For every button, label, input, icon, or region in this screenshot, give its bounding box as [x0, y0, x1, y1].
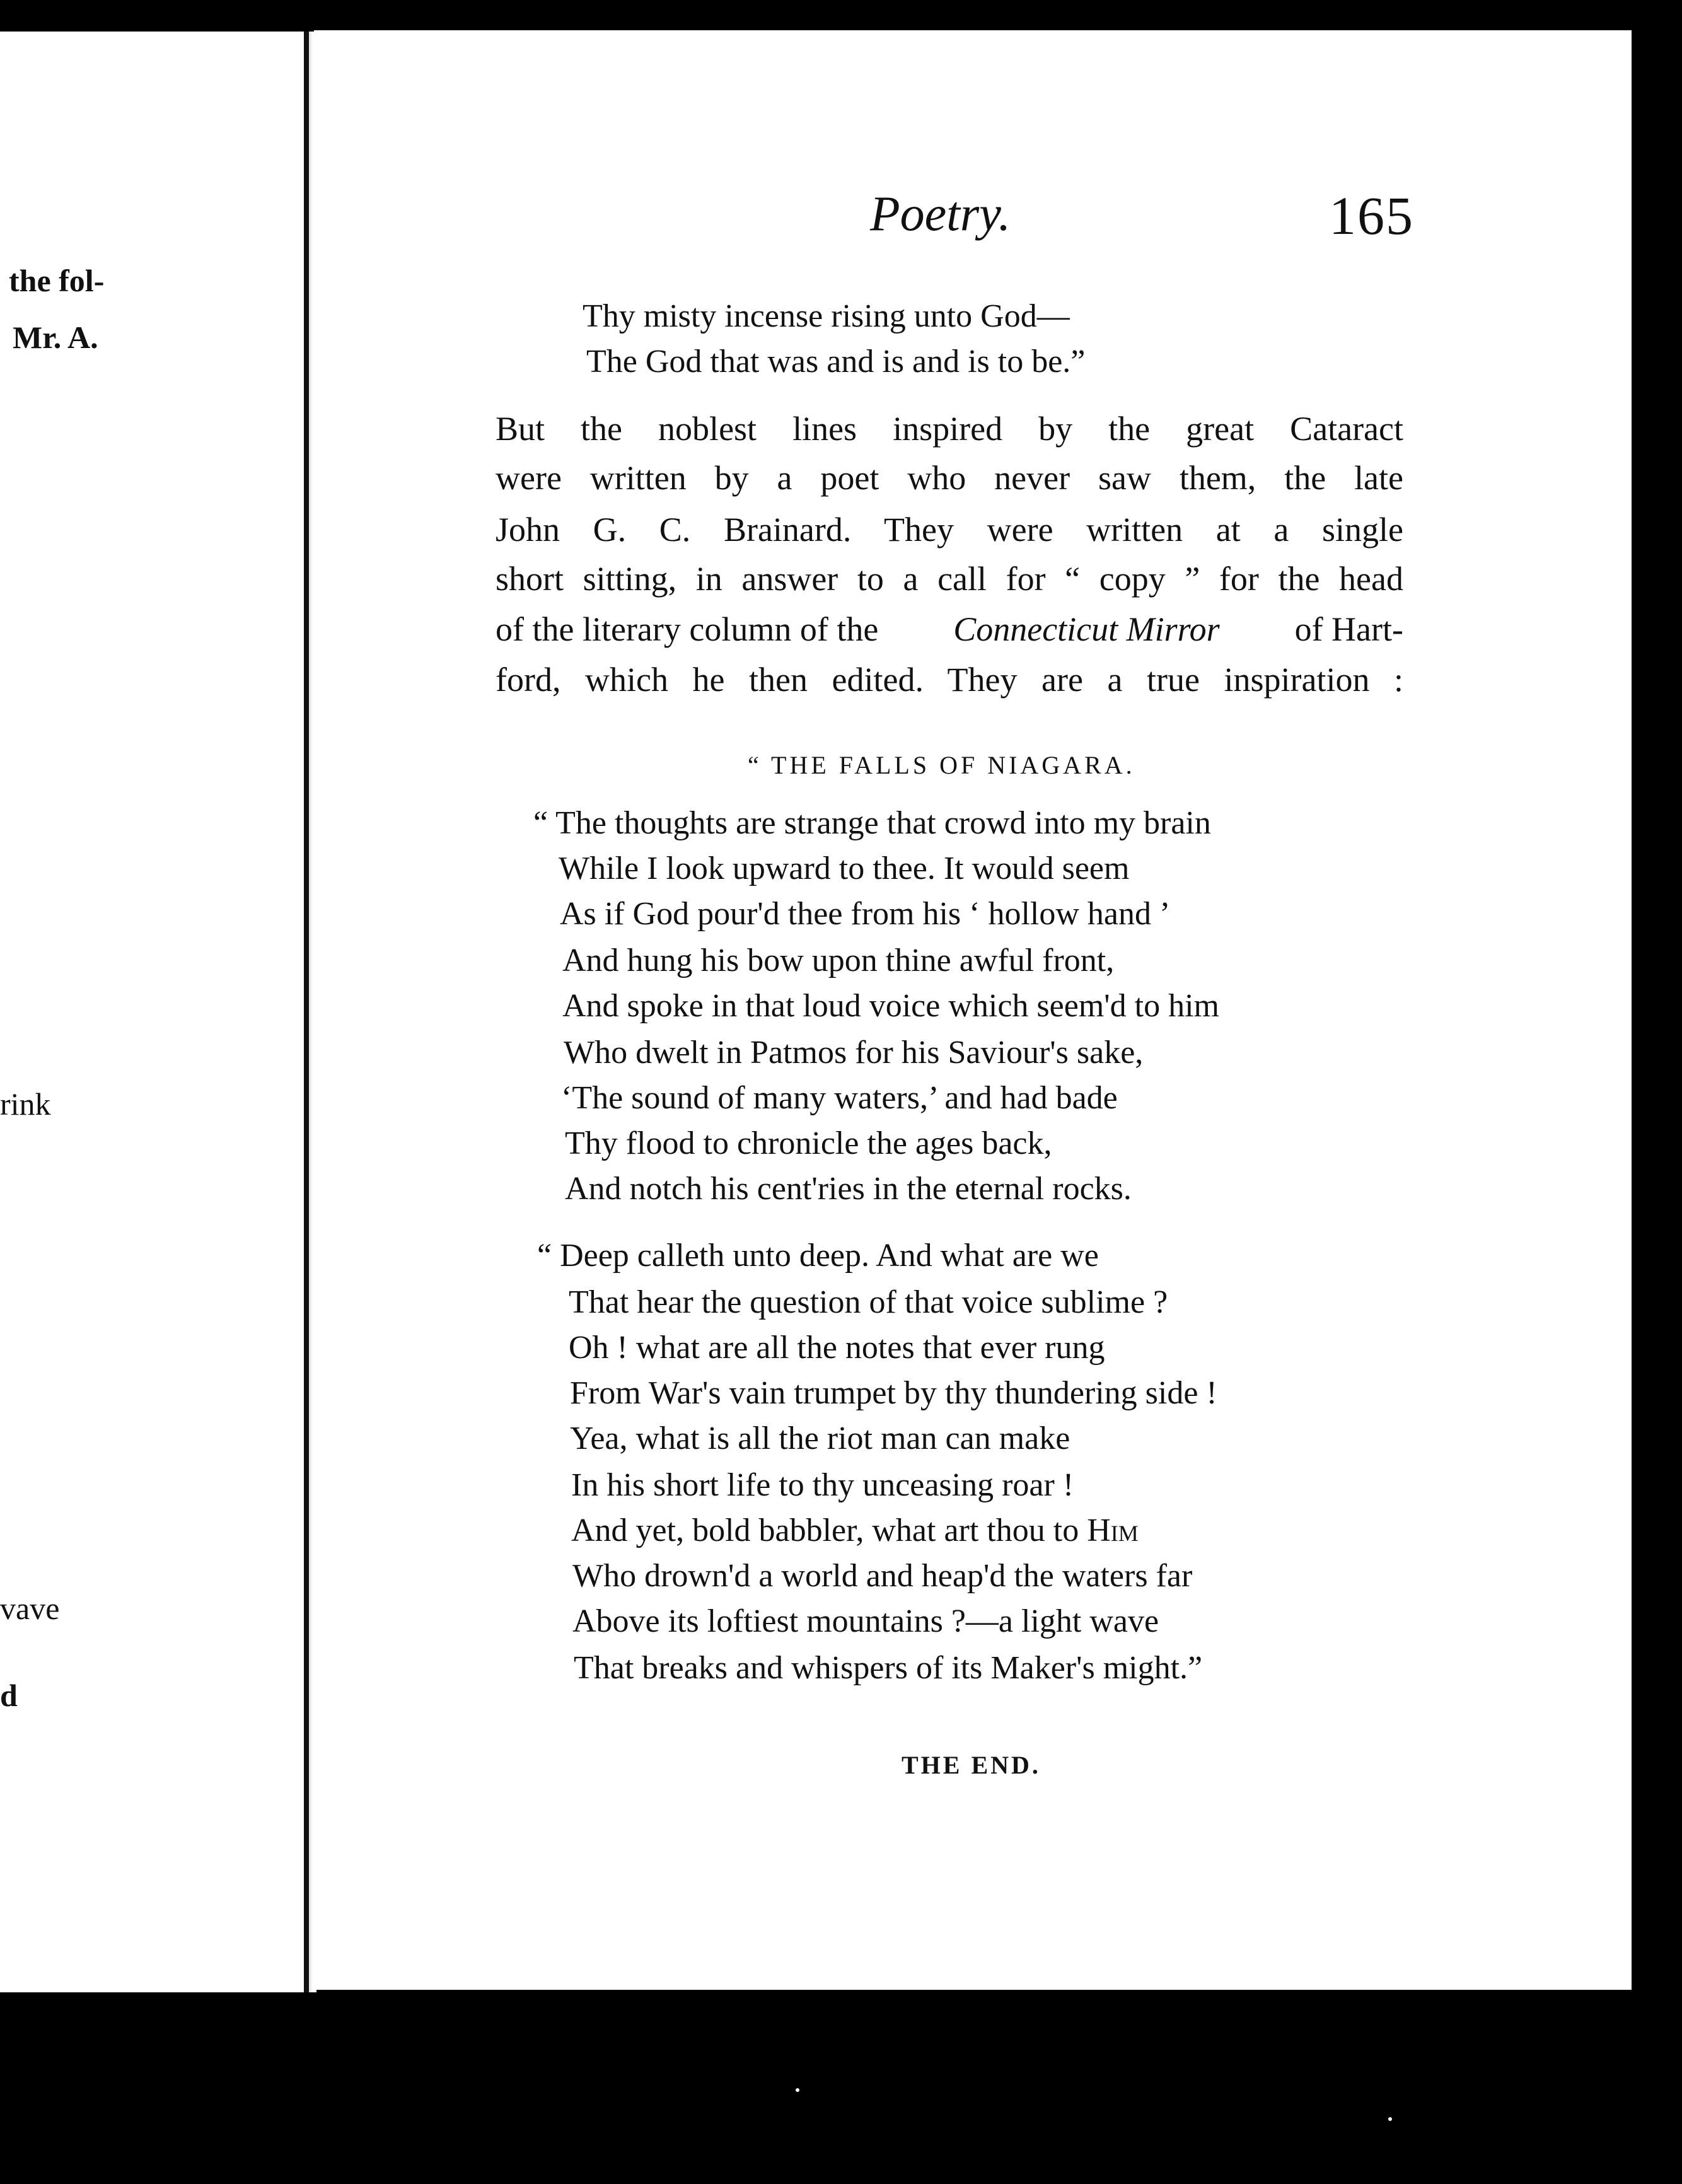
page-number: 165: [1329, 185, 1414, 246]
poem-line: Yea, what is all the riot man can make: [570, 1420, 1070, 1456]
poem-line: ‘The sound of many waters,’ and had bade: [561, 1080, 1118, 1116]
poem-line: “ The thoughts are strange that crowd into my brain: [533, 805, 1211, 841]
paragraph-line: short sitting, in answer to a call for “ copy ” for the head: [496, 560, 1403, 598]
paragraph-line: But the noblest lines inspired by the great Cataract: [496, 410, 1403, 448]
left-page-fragment: d: [0, 1678, 18, 1713]
left-page-fragment: vave: [0, 1591, 60, 1626]
the-end-mark: THE END.: [902, 1751, 1041, 1779]
poem-line: As if God pour'd thee from his ‘ hollow hand ’: [560, 896, 1171, 932]
poem-line: [571, 1514, 1139, 1547]
paragraph-line: [496, 604, 1403, 655]
paragraph-line: were written by a poet who never saw them, the late: [496, 459, 1403, 497]
poem-line: And hung his bow upon thine awful front,: [562, 943, 1115, 979]
poem-line: That breaks and whispers of its Maker's might.”: [574, 1650, 1203, 1686]
left-page-fragment: Mr. A.: [13, 320, 98, 355]
paragraph-line: John G. C. Brainard. They were written at a single: [496, 511, 1403, 549]
paragraph-text: of Hart-: [1294, 610, 1403, 648]
scan-speck: [796, 2088, 799, 2092]
scan-speck: [1388, 2117, 1392, 2121]
poem-line: Oh ! what are all the notes that ever rung: [569, 1330, 1105, 1366]
running-title: Poetry.: [870, 186, 1011, 241]
poem-line: That hear the question of that voice sublime ?: [569, 1284, 1168, 1320]
poem-line: Thy flood to chronicle the ages back,: [565, 1125, 1052, 1161]
left-page-fragment: the fol-: [9, 263, 105, 298]
poem-line: Who drown'd a world and heap'd the waters far: [572, 1558, 1193, 1594]
paragraph-line: ford, which he then edited. They are a true inspiration :: [496, 661, 1403, 699]
poem-title: “ THE FALLS OF NIAGARA.: [748, 751, 1135, 779]
poem-line: From War's vain trumpet by thy thundering side !: [570, 1375, 1217, 1411]
quote-line: The God that was and is and is to be.”: [586, 344, 1086, 380]
paragraph-text: of the literary column of the: [496, 610, 879, 648]
periodical-title: Connecticut Mirror: [953, 610, 1220, 648]
left-page-fragment: rink: [0, 1086, 51, 1122]
poem-line: And spoke in that loud voice which seem'd to him: [562, 988, 1219, 1024]
poem-line: “ Deep calleth unto deep. And what are we: [537, 1238, 1099, 1274]
poem-line: Who dwelt in Patmos for his Saviour's sake,: [564, 1035, 1144, 1071]
poem-line: Above its loftiest mountains ?—a light wave: [572, 1603, 1159, 1639]
poem-line-text: And yet, bold babbler, what art thou to: [571, 1513, 1079, 1548]
poem-line: While I look upward to thee. It would seem: [559, 851, 1130, 886]
spine-line: [304, 120, 308, 1986]
poem-line: And notch his cent'ries in the eternal rocks.: [565, 1171, 1132, 1207]
quote-line: Thy misty incense rising unto God—: [583, 298, 1070, 334]
poem-line: In his short life to thy unceasing roar !: [571, 1467, 1074, 1503]
small-caps-word: Him: [1087, 1513, 1139, 1548]
